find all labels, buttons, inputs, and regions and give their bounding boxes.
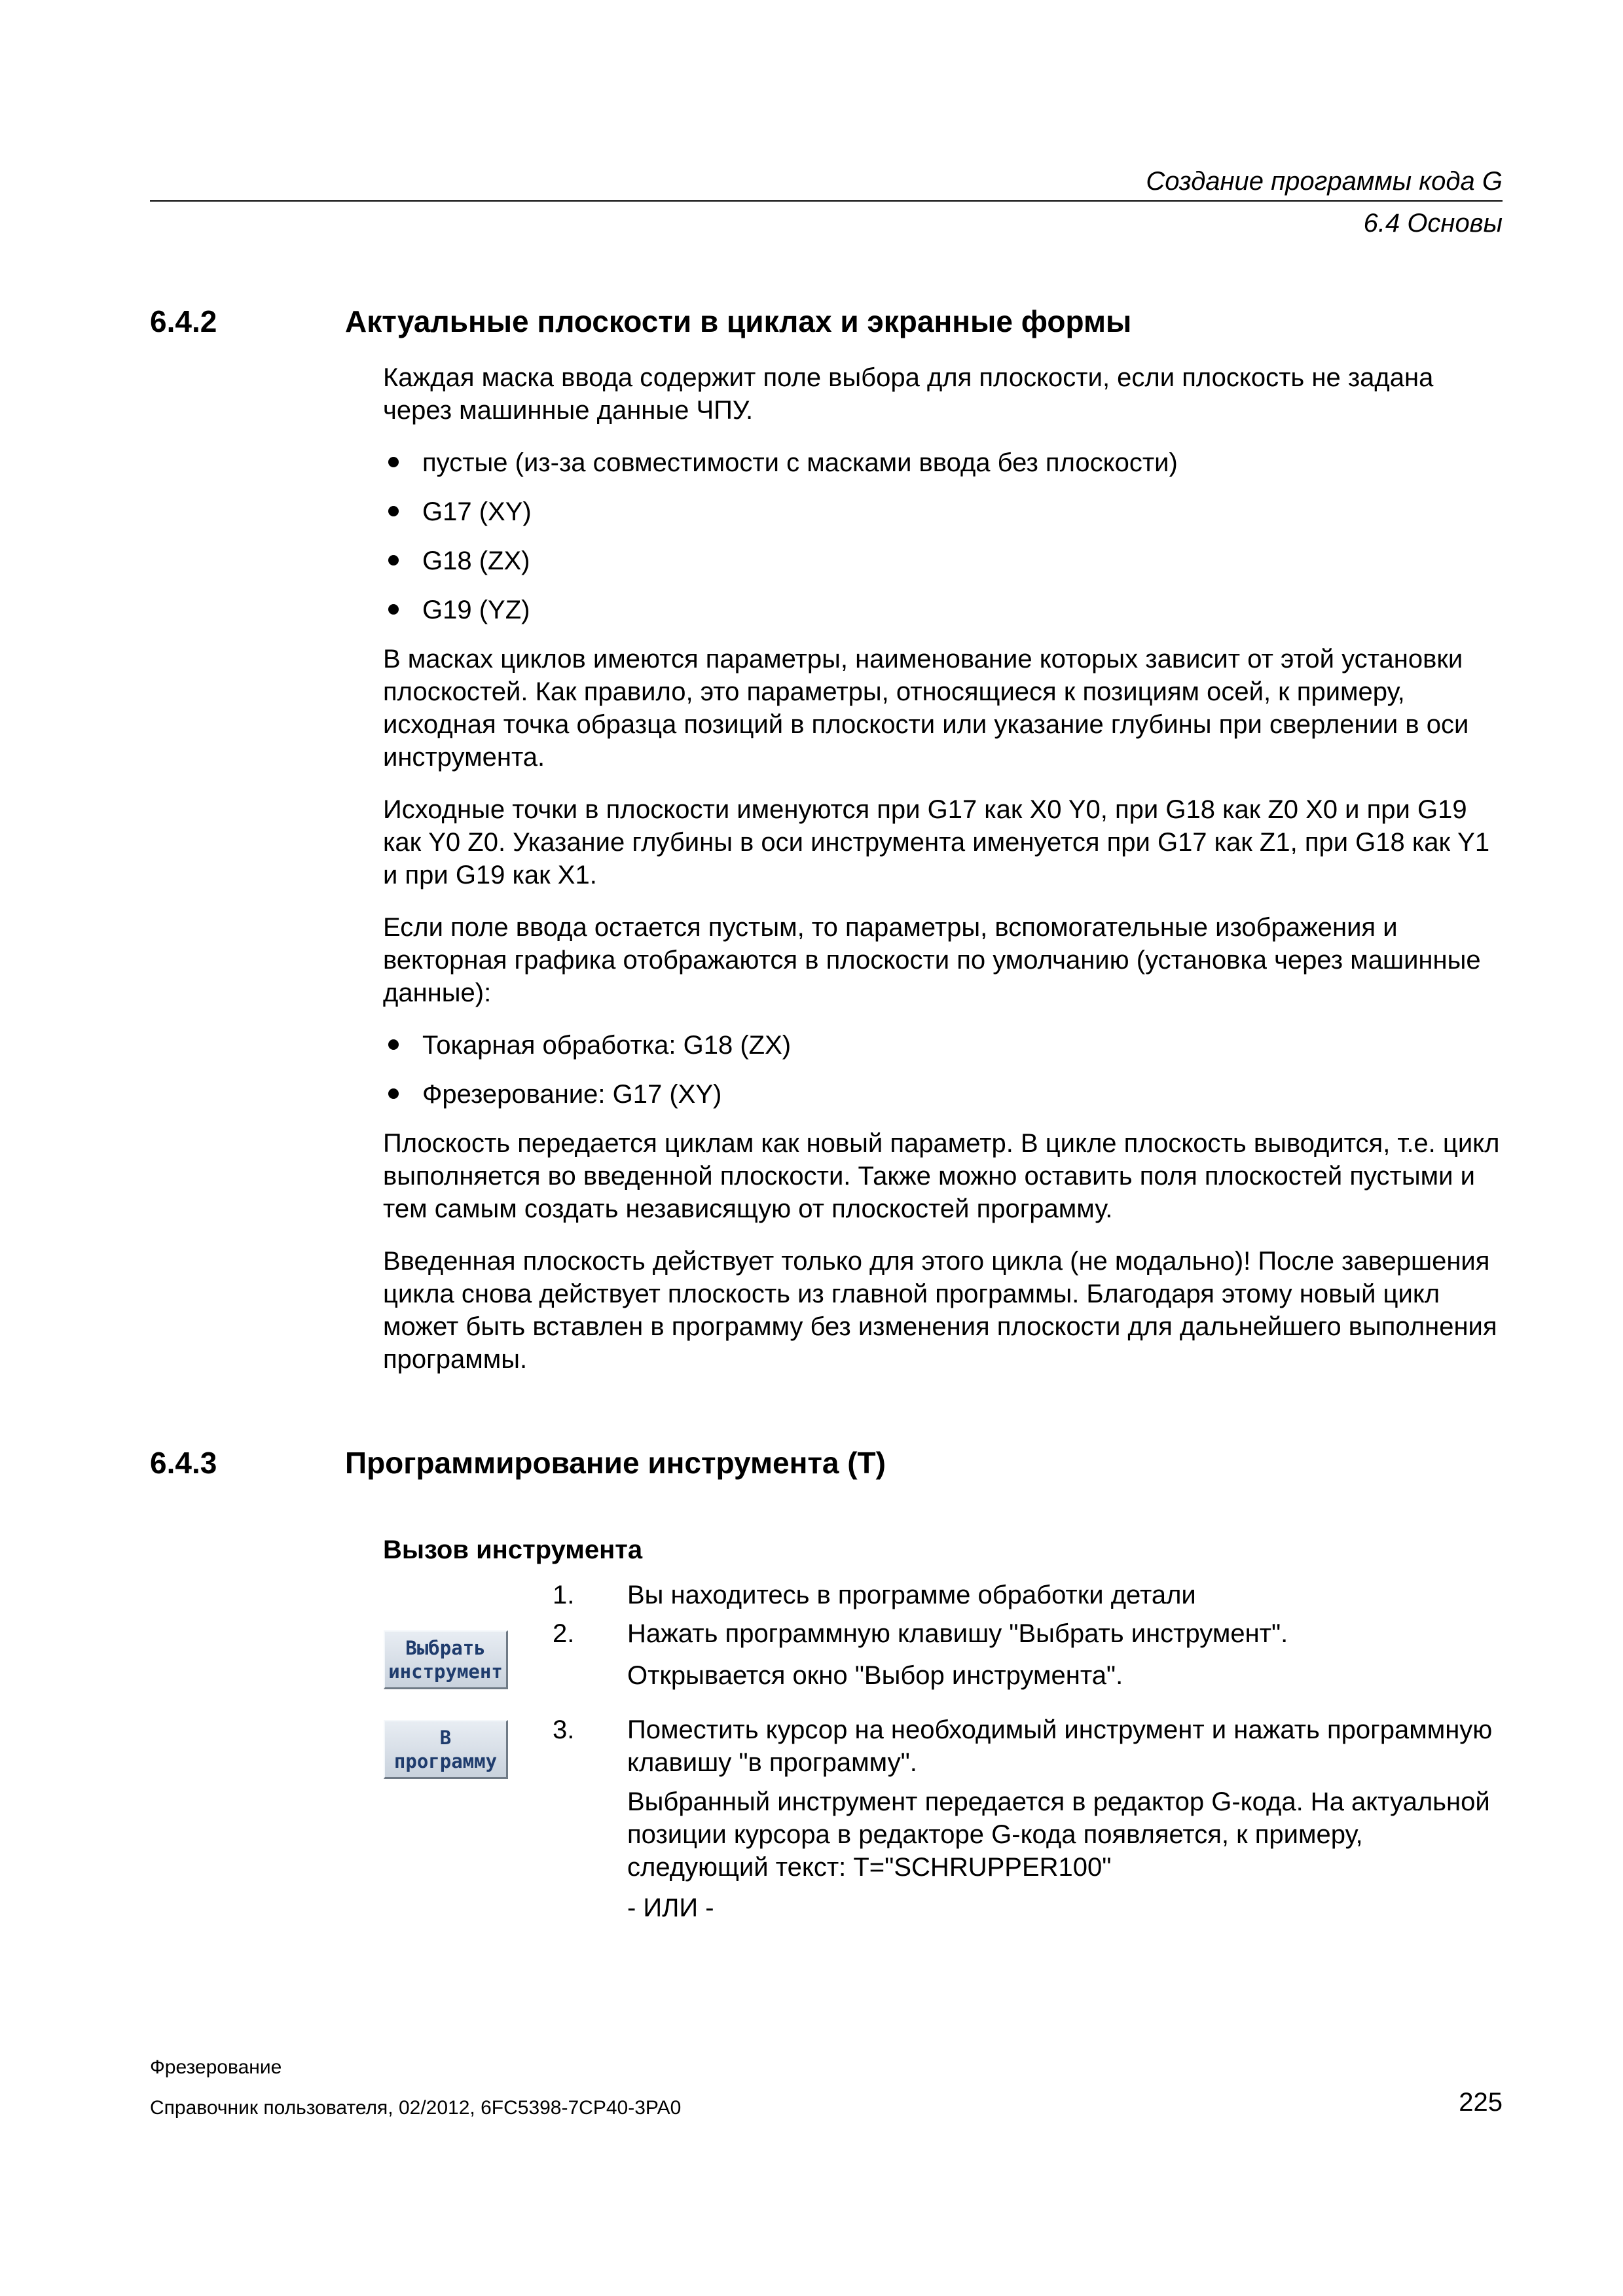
step-text: Поместить курсор на необходимый инструмент и нажать программную клавишу "в программу". xyxy=(627,1715,1493,1777)
or-separator: - ИЛИ - xyxy=(627,1893,714,1922)
list-item: Токарная обработка: G18 (ZX) xyxy=(383,1029,1506,1062)
select-tool-softkey[interactable]: Выбрать инструмент xyxy=(384,1630,508,1689)
header-rule xyxy=(150,200,1503,202)
to-program-softkey[interactable]: В программу xyxy=(384,1720,508,1779)
running-header-subtitle: 6.4 Основы xyxy=(1363,209,1503,238)
list-item: пустые (из-за совместимости с масками ввода без плоскости) xyxy=(383,446,1506,479)
default-planes-list xyxy=(383,1029,1506,1111)
section-number-643: 6.4.3 xyxy=(150,1446,217,1480)
plane-options-list xyxy=(383,446,1506,626)
step-result: Выбранный инструмент передается в редактор G-кода. На актуальной позиции курсора в редакторе G-кода появляется, к примеру, следующий текст: T="SCHRUPPER100" xyxy=(627,1787,1490,1882)
running-header-title: Создание программы кода G xyxy=(1146,167,1503,196)
footer-manual-info: Справочник пользователя, 02/2012, 6FC5398-7CP40-3PA0 xyxy=(150,2097,682,2119)
intro-paragraph: Каждая маска ввода содержит поле выбора для плоскости, если плоскость не задана через машинные данные ЧПУ. xyxy=(383,363,1434,425)
start-points-paragraph: Исходные точки в плоскости именуются при G17 как X0 Y0, при G18 как Z0 X0 и при G19 как Y0 Z0. Указание глубины в оси инструмента именуется при G17 как Z1, при G18 как Y1 и при G19 как X1. xyxy=(383,795,1490,889)
bullet-icon xyxy=(388,555,399,565)
section-number-642: 6.4.2 xyxy=(150,304,217,338)
bullet-icon xyxy=(388,604,399,615)
params-paragraph: В масках циклов имеются параметры, наименование которых зависит от этой установки плоскостей. Как правило, это параметры, относящиеся к позициям осей, к примеру, исходная точка образца позиций в плоскости или указание глубины при сверлении в оси инструмента. xyxy=(383,645,1469,772)
modal-paragraph: Введенная плоскость действует только для этого цикла (не модально)! После завершения цикла снова действует плоскость из главной программы. Благодаря этому новый цикл может быть вставлен в программу без изменения плоскости для дальнейшего выполнения программы. xyxy=(383,1247,1497,1374)
list-item: G18 (ZX) xyxy=(383,545,1506,577)
transfer-paragraph: Плоскость передается циклам как новый параметр. В цикле плоскость выводится, т.е. цикл выполняется во введенной плоскости. Также можно оставить поля плоскостей пустыми и тем самым создать независящую от плоскостей программу. xyxy=(383,1129,1500,1223)
step-number: 3. xyxy=(553,1715,575,1744)
step-number: 2. xyxy=(553,1619,575,1648)
bullet-icon xyxy=(388,457,399,467)
list-item: G19 (YZ) xyxy=(383,594,1506,626)
step-text: Нажать программную клавишу "Выбрать инструмент". xyxy=(627,1619,1288,1648)
bullet-icon xyxy=(388,1039,399,1050)
section-642-body xyxy=(383,361,1506,1376)
step-number: 1. xyxy=(553,1581,575,1609)
step-result: Открывается окно "Выбор инструмента". xyxy=(627,1661,1123,1690)
page-number: 225 xyxy=(1459,2088,1503,2117)
bullet-icon xyxy=(388,1088,399,1099)
step-text: Вы находитесь в программе обработки детали xyxy=(627,1581,1196,1609)
tool-call-subheading: Вызов инструмента xyxy=(383,1535,643,1564)
section-title-643: Программирование инструмента (T) xyxy=(345,1446,886,1480)
default-plane-paragraph: Если поле ввода остается пустым, то параметры, вспомогательные изображения и векторная графика отображаются в плоскости по умолчанию (установка через машинные данные): xyxy=(383,913,1481,1007)
bullet-icon xyxy=(388,506,399,516)
section-title-642: Актуальные плоскости в циклах и экранные формы xyxy=(345,304,1132,338)
list-item: G17 (XY) xyxy=(383,495,1506,528)
footer-product: Фрезерование xyxy=(150,2056,282,2078)
list-item: Фрезерование: G17 (XY) xyxy=(383,1078,1506,1111)
